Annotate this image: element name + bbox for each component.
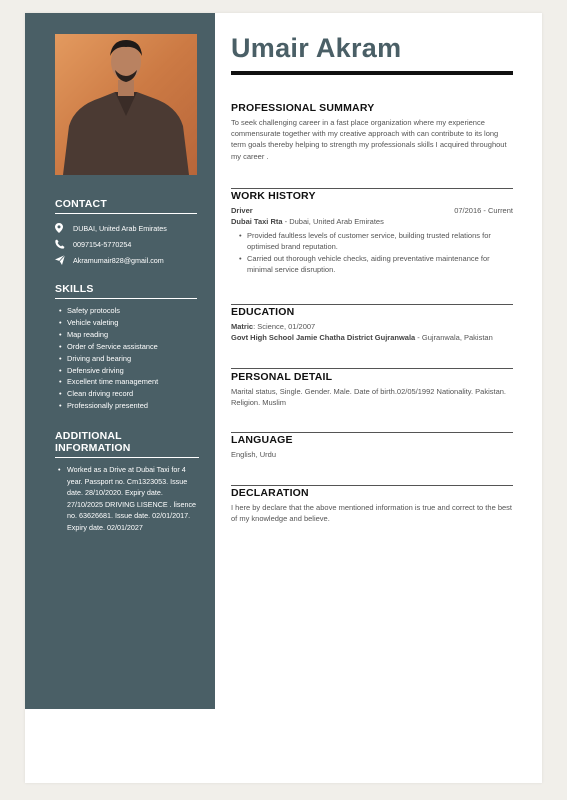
list-item: • Safety protocols — [62, 305, 197, 317]
declaration-text: I here by declare that the above mentioned information is true and correct to the best of my knowledge and believe. — [231, 503, 512, 524]
list-item: • Excellent time management — [62, 376, 197, 388]
skills-section — [55, 283, 197, 412]
contact-location-text: DUBAI, United Arab Emirates — [73, 223, 167, 233]
education-school-line — [231, 332, 513, 343]
job-company: Dubai Taxi Rta — [231, 217, 283, 226]
contact-email-text: Akramumair828@gmail.com — [73, 255, 164, 265]
skills-list — [55, 305, 197, 412]
list-item: • Defensive driving — [62, 365, 197, 377]
job-company-line — [231, 216, 513, 227]
send-icon — [55, 255, 69, 265]
declaration-section — [231, 487, 513, 524]
list-item: • Clean driving record — [62, 388, 197, 400]
contact-location — [55, 220, 197, 236]
section-divider — [231, 304, 513, 305]
declaration-heading: DECLARATION — [231, 487, 309, 499]
summary-heading: PROFESSIONAL SUMMARY — [231, 102, 375, 114]
list-item: • Professionally presented — [62, 400, 197, 412]
title-divider — [231, 71, 513, 75]
page-title: Umair Akram — [231, 33, 402, 63]
section-divider — [231, 432, 513, 433]
list-item: • Map reading — [62, 329, 197, 341]
education-degree-line — [231, 321, 513, 332]
summary-text: To seek challenging career in a fast place organization where my experience commensurate together with my creative approach with can contribute to its long term goals thereby helping to strength my professionals skills I acquired throughout my career . — [231, 118, 507, 161]
contact-section — [55, 198, 197, 268]
language-heading: LANGUAGE — [231, 434, 293, 446]
personal-detail-heading: PERSONAL DETAIL — [231, 371, 333, 383]
resume-page — [25, 13, 542, 783]
list-item: • Vehicle valeting — [62, 317, 197, 329]
profile-photo — [55, 34, 197, 175]
education-detail: : Science, 01/2007 — [253, 322, 316, 331]
work-history-section — [231, 190, 513, 275]
language-section — [231, 434, 513, 460]
phone-icon — [55, 239, 69, 249]
personal-detail-text: Marital status, Single. Gender. Male. Date of birth.02/05/1992 Nationality. Pakistan. Religion. Muslim — [231, 387, 507, 408]
contact-phone — [55, 236, 197, 252]
additional-info-heading: ADDITIONAL INFORMATION — [55, 430, 199, 458]
section-divider — [231, 368, 513, 369]
job-header — [231, 205, 513, 216]
personal-detail-section — [231, 371, 513, 408]
skills-heading: SKILLS — [55, 283, 197, 299]
location-pin-icon — [55, 223, 69, 233]
job-dates: 07/2016 - Current — [454, 206, 513, 215]
section-divider — [231, 188, 513, 189]
education-school: Govt High School Jamie Chatha District Gujranwala — [231, 333, 416, 343]
list-item: • Provided faultless levels of customer service, building trusted relations for optimised brand reputation. — [241, 230, 513, 252]
job-bullets — [231, 230, 513, 275]
job-location: - Dubai, United Arab Emirates — [282, 217, 384, 226]
job-role: Driver — [231, 206, 253, 215]
contact-heading: CONTACT — [55, 198, 197, 214]
list-item: • Driving and bearing — [62, 353, 197, 365]
additional-info-text: • Worked as a Drive at Dubai Taxi for 4 year. Passport no. Cm1323053. Issue date. 28/10/2020. Expiry date. 27/10/2025 DRIVING LISENCE . lisence no. 63626681. Issue date. 02/01/2017. Expiry date. 02/01/2027 — [55, 464, 199, 534]
list-item: • Order of Service assistance — [62, 341, 197, 353]
section-divider — [231, 485, 513, 486]
additional-info-section — [55, 430, 199, 534]
education-heading: EDUCATION — [231, 306, 295, 318]
language-text: English, Urdu — [231, 450, 277, 459]
contact-phone-text: 0097154-5770254 — [73, 239, 132, 249]
education-degree: Matric — [231, 322, 254, 331]
contact-email — [55, 252, 197, 268]
summary-section — [231, 102, 513, 162]
work-history-heading: WORK HISTORY — [231, 190, 316, 202]
education-section — [231, 306, 513, 343]
sidebar — [25, 13, 215, 709]
education-school-location: - Gujranwala, Pakistan — [415, 333, 493, 343]
list-item: • Carried out thorough vehicle checks, aiding preventative maintenance for minimal service disruption. — [241, 253, 513, 275]
